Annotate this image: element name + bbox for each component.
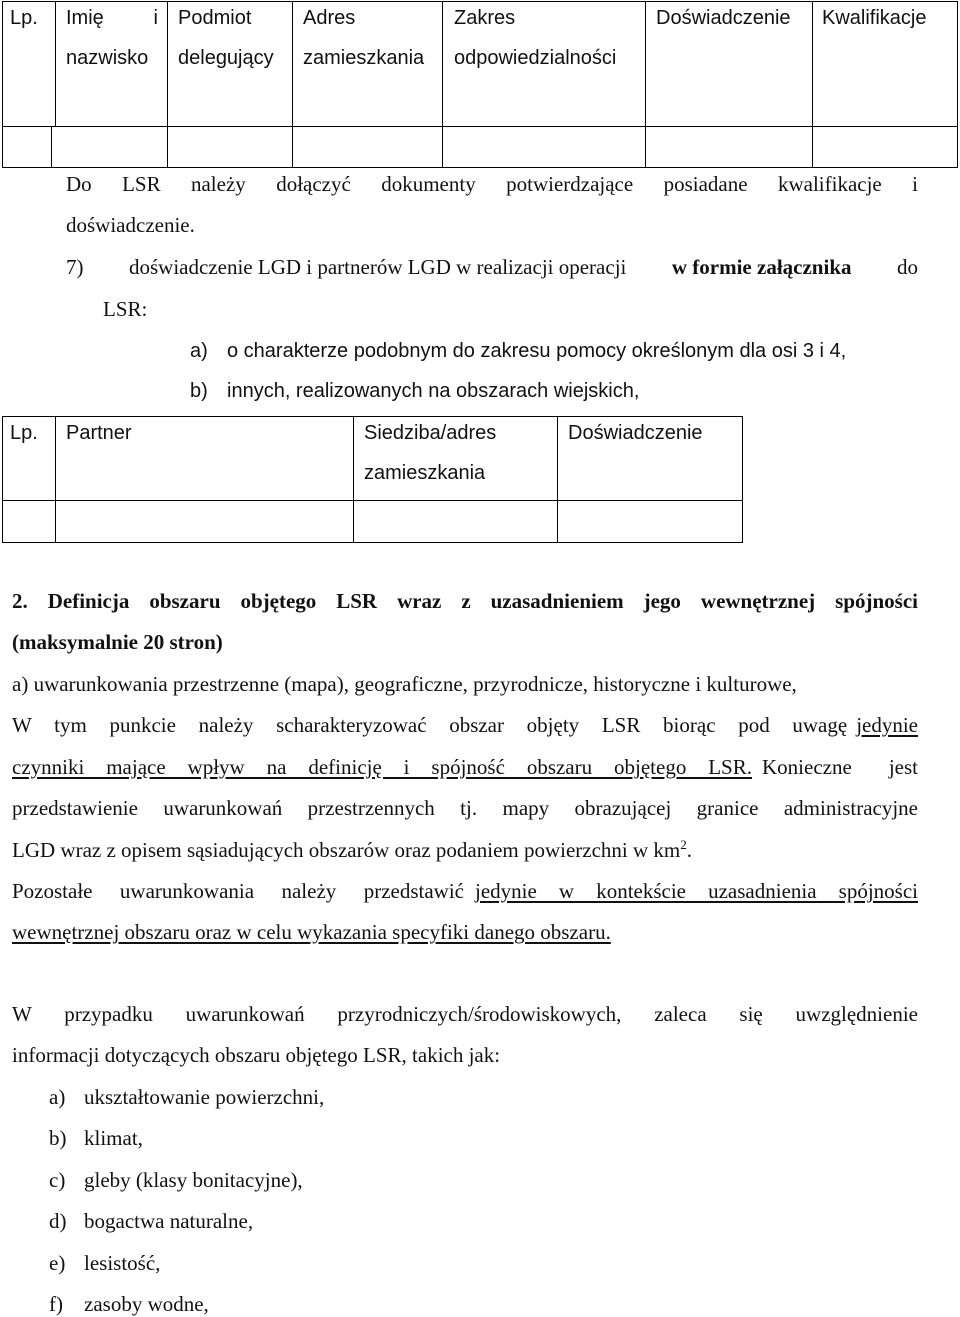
list-item-c: gleby (klasy bonitacyjne), <box>84 1168 303 1192</box>
section-2-title: 2. Definicja obszaru objętego LSR wraz z uzasadnieniem jego wewnętrznej spójności <box>12 589 918 613</box>
item-7-text-after: do <box>897 255 918 279</box>
p2-line-1-plain: Pozostałe uwarunkowania należy przedstawić <box>12 879 464 903</box>
list-item-f-marker: f) <box>49 1292 63 1316</box>
p1-line-2-underlined: czynniki mające wpływ na definicję i spójność obszaru objętego LSR. <box>12 755 752 779</box>
p2-line-1-underlined: jedynie w kontekście uzasadnienia spójności <box>475 879 918 903</box>
item-7-bold: w formie załącznika <box>671 255 852 279</box>
section-2-p1-line-2 <box>12 755 918 779</box>
item-7-sub-b-text: innych, realizowanych na obszarach wiejskich, <box>227 380 640 402</box>
note-line-2: doświadczenie. <box>66 213 195 237</box>
partners-header-seat: Siedziba/adres <box>364 422 497 444</box>
p1-line-4-text: LGD wraz z opisem sąsiadujących obszarów oraz podaniem powierzchni w km <box>12 838 681 862</box>
item-7-number: 7) <box>66 255 84 279</box>
table-header-experience: Doświadczenie <box>656 7 791 29</box>
section-2-p1-line-1 <box>12 713 918 737</box>
section-2-p1-line-3: przedstawienie uwarunkowań przestrzennych tj. mapy obrazującej granice administracyjne <box>12 796 918 820</box>
table-header-qualifications: Kwalifikacje <box>822 7 927 29</box>
note-line-1: Do LSR należy dołączyć dokumenty potwierdzające posiadane kwalifikacje i <box>66 172 918 196</box>
list-item-b-marker: b) <box>49 1126 67 1150</box>
p1-line-1-underlined: jedynie <box>856 713 918 737</box>
item-7-sub-b-marker: b) <box>190 380 208 402</box>
table-header-address: Adres <box>303 7 356 29</box>
table-header-name-line2: nazwisko <box>66 47 149 69</box>
p1-line-2-plain: Konieczne jest <box>762 755 918 779</box>
list-item-e-marker: e) <box>49 1251 66 1275</box>
table-header-lp: Lp. <box>10 7 38 29</box>
list-item-b: klimat, <box>84 1126 143 1150</box>
partners-header-lp: Lp. <box>10 422 38 444</box>
partners-header-experience: Doświadczenie <box>568 422 703 444</box>
list-item-d: bogactwa naturalne, <box>84 1209 254 1233</box>
item-7-text: doświadczenie LGD i partnerów LGD w realizacji operacji <box>129 255 627 279</box>
list-item-e: lesistość, <box>84 1251 161 1275</box>
item-7-sub-a-text: o charakterze podobnym do zakresu pomocy określonym dla osi 3 i 4, <box>227 340 847 362</box>
table-header-delegating-line2: delegujący <box>178 47 274 69</box>
table-header-responsibility: Zakres <box>454 7 516 29</box>
section-2-p2-line-2: wewnętrznej obszaru oraz w celu wykazania specyfiki danego obszaru. <box>12 920 611 944</box>
list-item-a-marker: a) <box>49 1085 66 1109</box>
table-header-address-line2: zamieszkania <box>303 47 425 69</box>
partners-header-seat-line2: zamieszkania <box>364 462 486 484</box>
list-item-d-marker: d) <box>49 1209 67 1233</box>
table-header-delegating: Podmiot <box>178 7 252 29</box>
item-7-line-1 <box>66 255 918 279</box>
item-7-sub-a-marker: a) <box>190 340 208 362</box>
section-2-p3-line-1: W przypadku uwarunkowań przyrodniczych/środowiskowych, zaleca się uwzględnienie <box>12 1002 918 1026</box>
p1-line-1-plain: W tym punkcie należy scharakteryzować obszar objęty LSR biorąc pod uwagę <box>12 713 848 737</box>
section-2-p1-line-4 <box>12 838 692 862</box>
section-2-sub-a: a) uwarunkowania przestrzenne (mapa), geograficzne, przyrodnicze, historyczne i kulturowe, <box>12 672 797 696</box>
p1-line-4-end: . <box>686 838 693 862</box>
section-2-p2-line-1 <box>12 879 918 903</box>
section-2-title-line-2: (maksymalnie 20 stron) <box>12 630 223 654</box>
list-item-a: ukształtowanie powierzchni, <box>84 1085 325 1109</box>
p1-line-4-superscript: 2 <box>680 837 687 852</box>
table-header-responsibility-line2: odpowiedzialności <box>454 47 617 69</box>
list-item-f: zasoby wodne, <box>84 1292 209 1316</box>
list-item-c-marker: c) <box>49 1168 66 1192</box>
item-7-line-2: LSR: <box>103 297 148 321</box>
table-header-name: Imię i <box>66 7 158 29</box>
partners-header-partner: Partner <box>66 422 132 444</box>
section-2-p3-line-2: informacji dotyczących obszaru objętego LSR, takich jak: <box>12 1043 501 1067</box>
